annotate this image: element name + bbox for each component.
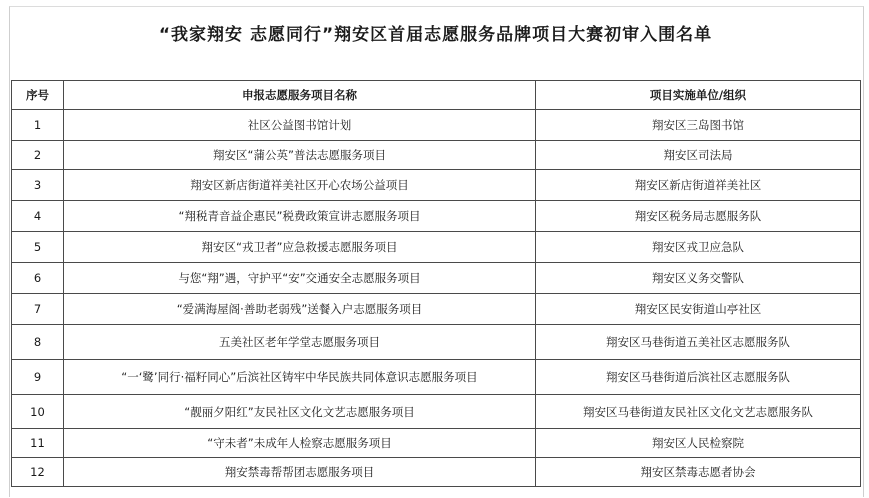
cell-organization: 翔安区三岛图书馆	[536, 110, 861, 141]
table-row	[12, 325, 861, 360]
cell-project-name: “守未者”未成年人检察志愿服务项目	[64, 429, 536, 458]
cell-organization: 翔安区马巷街道五美社区志愿服务队	[536, 325, 861, 360]
cell-organization: 翔安区马巷街道后滨社区志愿服务队	[536, 360, 861, 395]
cell-project-name: 翔安禁毒帮帮团志愿服务项目	[64, 458, 536, 487]
table-row	[12, 263, 861, 294]
cell-organization: 翔安区义务交警队	[536, 263, 861, 294]
cell-index: 10	[12, 395, 64, 429]
cell-index: 9	[12, 360, 64, 395]
cell-index: 3	[12, 170, 64, 201]
table-row	[12, 458, 861, 487]
cell-organization: 翔安区税务局志愿服务队	[536, 201, 861, 232]
cell-organization: 翔安区民安街道山亭社区	[536, 294, 861, 325]
table-row	[12, 141, 861, 170]
cell-index: 4	[12, 201, 64, 232]
cell-organization: 翔安区禁毒志愿者协会	[536, 458, 861, 487]
cell-project-name: “一‘鹭’同行·福籽同心”后滨社区铸牢中华民族共同体意识志愿服务项目	[64, 360, 536, 395]
cell-organization: 翔安区人民检察院	[536, 429, 861, 458]
cell-index: 11	[12, 429, 64, 458]
cell-index: 5	[12, 232, 64, 263]
table-row	[12, 170, 861, 201]
table-row	[12, 395, 861, 429]
shortlist-table	[11, 80, 861, 487]
cell-project-name: 社区公益图书馆计划	[64, 110, 536, 141]
cell-organization: 翔安区戎卫应急队	[536, 232, 861, 263]
cell-project-name: 翔安区“戎卫者”应急救援志愿服务项目	[64, 232, 536, 263]
table-row	[12, 360, 861, 395]
cell-organization: 翔安区新店街道祥美社区	[536, 170, 861, 201]
cell-index: 12	[12, 458, 64, 487]
page-title: “我家翔安 志愿同行”翔安区首届志愿服务品牌项目大赛初审入围名单	[158, 25, 713, 45]
cell-project-name: 五美社区老年学堂志愿服务项目	[64, 325, 536, 360]
table-row	[12, 110, 861, 141]
header-project-name: 申报志愿服务项目名称	[64, 81, 536, 110]
table-header-row	[12, 81, 861, 110]
cell-project-name: “爱满海屋阁·善助老弱残”送餐入户志愿服务项目	[64, 294, 536, 325]
cell-project-name: 翔安区“蒲公英”普法志愿服务项目	[64, 141, 536, 170]
cell-index: 7	[12, 294, 64, 325]
cell-index: 6	[12, 263, 64, 294]
cell-index: 2	[12, 141, 64, 170]
table-row	[12, 232, 861, 263]
cell-index: 1	[12, 110, 64, 141]
cell-project-name: “靓丽夕阳红”友民社区文化文艺志愿服务项目	[64, 395, 536, 429]
cell-index: 8	[12, 325, 64, 360]
cell-project-name: “翔税青音益企惠民”税费政策宣讲志愿服务项目	[64, 201, 536, 232]
table-row	[12, 294, 861, 325]
table-row	[12, 201, 861, 232]
cell-organization: 翔安区马巷街道友民社区文化文艺志愿服务队	[536, 395, 861, 429]
header-index: 序号	[12, 81, 64, 110]
cell-organization: 翔安区司法局	[536, 141, 861, 170]
cell-project-name: 与您“翔”遇，守护平“安”交通安全志愿服务项目	[64, 263, 536, 294]
header-organization: 项目实施单位/组织	[536, 81, 861, 110]
cell-project-name: 翔安区新店街道祥美社区开心农场公益项目	[64, 170, 536, 201]
table-row	[12, 429, 861, 458]
